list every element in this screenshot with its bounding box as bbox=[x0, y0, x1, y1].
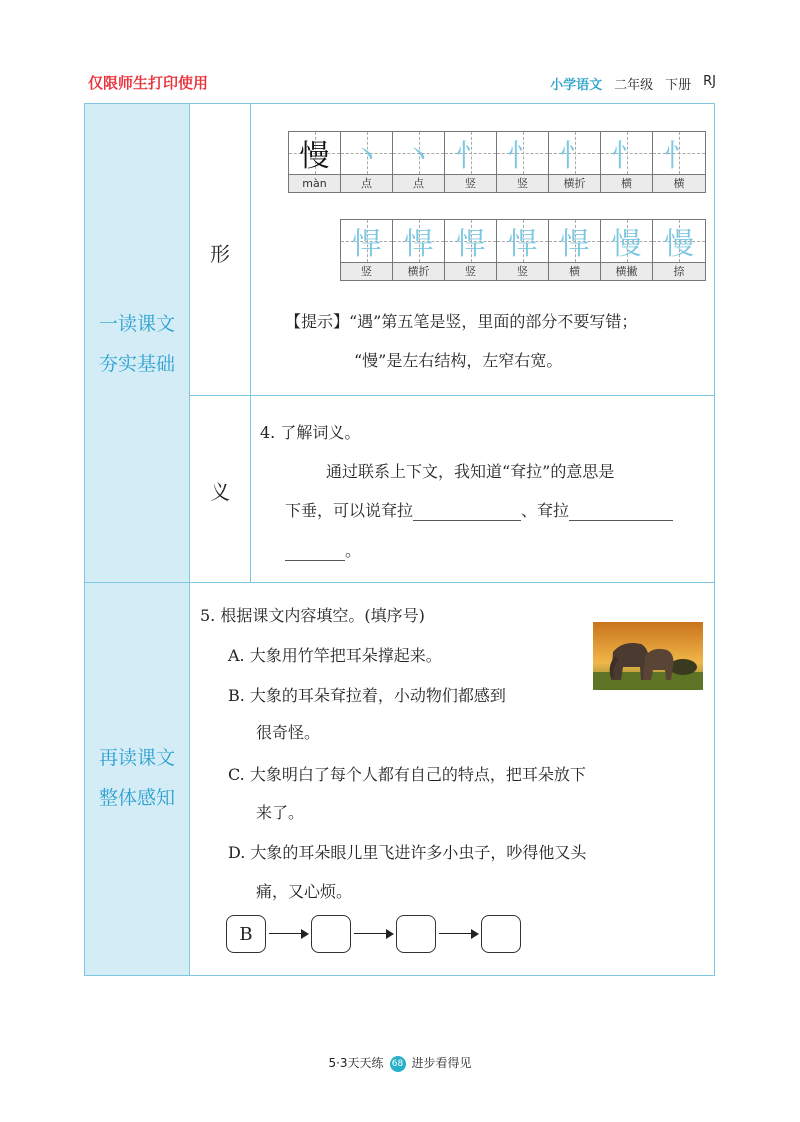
footer-slogan: 进步看得见 bbox=[411, 1056, 472, 1070]
stroke-cell: 慢 捺 bbox=[653, 220, 705, 280]
sequence-answer bbox=[226, 915, 521, 953]
q4-title: 4. 了解词义。 bbox=[260, 423, 361, 442]
subject-label: 小学语文 bbox=[550, 78, 603, 93]
stroke-cell: 悍 竖 bbox=[341, 220, 393, 280]
answer-blank-2-cont[interactable] bbox=[285, 541, 345, 561]
volume-label: 下册 bbox=[665, 78, 692, 93]
header-info bbox=[550, 74, 716, 93]
stroke-cell: 忄 横折 bbox=[549, 132, 601, 192]
hint-line1: 【提示】“遇”第五笔是竖，里面的部分不要写错； bbox=[285, 312, 638, 331]
q4-line1: 通过联系上下文，我知道“耷拉”的意思是 bbox=[326, 462, 615, 481]
q4-line3: 。 bbox=[285, 538, 361, 561]
option-a: A. 大象用竹竿把耳朵撑起来。 bbox=[228, 646, 442, 665]
arrow-icon bbox=[266, 927, 311, 941]
sequence-box-2[interactable] bbox=[311, 915, 351, 953]
stroke-cell: 忄 竖 bbox=[445, 132, 497, 192]
section1-label: 一读课文 夯实基础 bbox=[98, 313, 175, 375]
answer-blank-1[interactable] bbox=[413, 501, 521, 521]
page-number: 68 bbox=[390, 1056, 406, 1072]
edition-label: RJ bbox=[703, 74, 716, 89]
xing-label: 形 bbox=[210, 242, 230, 266]
sequence-box-1[interactable]: B bbox=[226, 915, 266, 953]
option-b-line1: B. 大象的耳朵耷拉着，小动物们都感到 bbox=[228, 686, 506, 705]
grade-label: 二年级 bbox=[614, 78, 654, 93]
option-d-line2: 痛，又心烦。 bbox=[256, 882, 353, 901]
stroke-cell: 忄 竖 bbox=[497, 132, 549, 192]
stroke-cell: 忄 横 bbox=[653, 132, 705, 192]
answer-blank-2[interactable] bbox=[569, 501, 673, 521]
sequence-box-4[interactable] bbox=[481, 915, 521, 953]
stroke-order-row1 bbox=[288, 131, 706, 193]
yi-label: 义 bbox=[210, 480, 230, 504]
stroke-cell: 丶 点 bbox=[341, 132, 393, 192]
stroke-cell: 悍 竖 bbox=[497, 220, 549, 280]
header-watermark: 仅限师生打印使用 bbox=[88, 74, 209, 92]
elephant-photo bbox=[593, 622, 703, 690]
stroke-order-row2 bbox=[340, 219, 706, 281]
stroke-cell: 丶 点 bbox=[393, 132, 445, 192]
stroke-cell: 悍 横 bbox=[549, 220, 601, 280]
q5-title: 5. 根据课文内容填空。(填序号) bbox=[200, 606, 425, 625]
option-c-line1: C. 大象明白了每个人都有自己的特点，把耳朵放下 bbox=[228, 765, 586, 784]
sequence-box-3[interactable] bbox=[396, 915, 436, 953]
option-d-line1: D. 大象的耳朵眼儿里飞进许多小虫子，吵得他又头 bbox=[228, 843, 587, 862]
arrow-icon bbox=[351, 927, 396, 941]
section2-label: 再读课文 整体感知 bbox=[98, 747, 175, 809]
char-cell: 慢 màn bbox=[289, 132, 341, 192]
option-b-line2: 很奇怪。 bbox=[256, 723, 321, 742]
hint-line2: “慢”是左右结构，左窄右宽。 bbox=[354, 351, 563, 370]
footer bbox=[0, 1054, 800, 1072]
stroke-cell: 慢 横撇 bbox=[601, 220, 653, 280]
arrow-icon bbox=[436, 927, 481, 941]
option-c-line2: 来了。 bbox=[256, 803, 305, 822]
stroke-cell: 悍 竖 bbox=[445, 220, 497, 280]
stroke-cell: 悍 横折 bbox=[393, 220, 445, 280]
footer-brand: 5·3天天练 bbox=[328, 1056, 384, 1070]
q4-line2: 下垂，可以说耷拉 、耷拉 bbox=[285, 498, 673, 521]
stroke-cell: 忄 横 bbox=[601, 132, 653, 192]
